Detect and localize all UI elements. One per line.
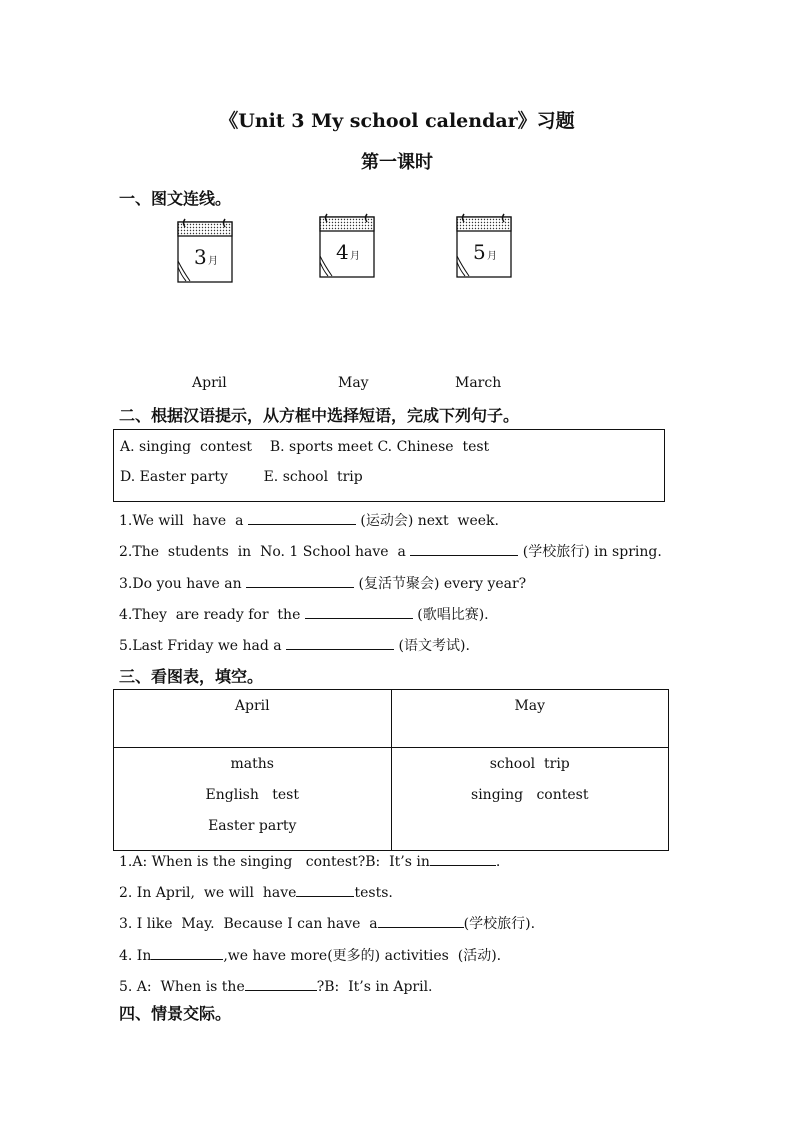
- table-cell: [114, 748, 392, 851]
- word-label: April: [192, 375, 227, 391]
- word-label: May: [338, 375, 369, 391]
- question-line: 5. A: When is the ?B: It’s in April.: [119, 976, 433, 995]
- calendar-icon: [456, 212, 512, 278]
- activity-item: English test: [205, 787, 299, 803]
- calendar-number: 3: [194, 245, 207, 269]
- answer-blank[interactable]: [430, 851, 496, 866]
- answer-blank[interactable]: [246, 573, 354, 588]
- question-line: 2.The students in No. 1 School have a (学校旅行) in spring.: [119, 541, 662, 561]
- section-4-heading: 四、情景交际。: [119, 1004, 232, 1023]
- page-subtitle: 第一课时: [361, 152, 433, 173]
- calendar-table: [113, 689, 669, 851]
- phrase-box-line: D. Easter party E. school trip: [120, 469, 363, 485]
- answer-blank[interactable]: [305, 604, 413, 619]
- table-header: April: [114, 690, 392, 748]
- svg-text:月: 月: [208, 256, 218, 267]
- question-line: 1.A: When is the singing contest?B: It’s in .: [119, 851, 500, 870]
- phrase-box-line: A. singing contest B. sports meet C. Chinese test: [120, 439, 490, 455]
- answer-blank[interactable]: [151, 945, 223, 960]
- section-3-heading: 三、看图表，填空。: [119, 667, 264, 686]
- section-1-heading: 一、图文连线。: [119, 189, 232, 208]
- question-line: 1.We will have a (运动会) next week.: [119, 510, 499, 530]
- word-label: March: [455, 375, 502, 391]
- activity-item: school trip: [489, 756, 570, 772]
- question-line: 3. I like May. Because I can have a (学校旅行).: [119, 913, 535, 933]
- section-2-heading: 二、根据汉语提示，从方框中选择短语，完成下列句子。: [119, 406, 520, 425]
- calendar-number: 5: [473, 240, 486, 264]
- answer-blank[interactable]: [296, 882, 354, 897]
- page-title: 《Unit 3 My school calendar》习题: [219, 110, 575, 132]
- calendar-icon: [177, 217, 233, 283]
- question-line: 4.They are ready for the (歌唱比赛).: [119, 604, 489, 624]
- question-line: 4. In ,we have more(更多的) activities (活动).: [119, 945, 501, 965]
- calendar-icon: [319, 212, 375, 278]
- svg-text:月: 月: [350, 251, 360, 262]
- activity-item: maths: [230, 756, 274, 772]
- answer-blank[interactable]: [410, 541, 518, 556]
- activity-item: singing contest: [471, 787, 589, 803]
- activity-item: Easter party: [208, 818, 297, 834]
- phrase-box: [113, 429, 665, 502]
- table-cell: [391, 748, 669, 851]
- answer-blank[interactable]: [248, 510, 356, 525]
- svg-text:月: 月: [487, 251, 497, 262]
- answer-blank[interactable]: [245, 976, 317, 991]
- calendar-number: 4: [336, 240, 349, 264]
- table-header: May: [391, 690, 669, 748]
- question-line: 2. In April, we will have tests.: [119, 882, 393, 901]
- question-line: 3.Do you have an (复活节聚会) every year?: [119, 573, 526, 593]
- answer-blank[interactable]: [378, 913, 464, 928]
- answer-blank[interactable]: [286, 635, 394, 650]
- question-line: 5.Last Friday we had a (语文考试).: [119, 635, 470, 655]
